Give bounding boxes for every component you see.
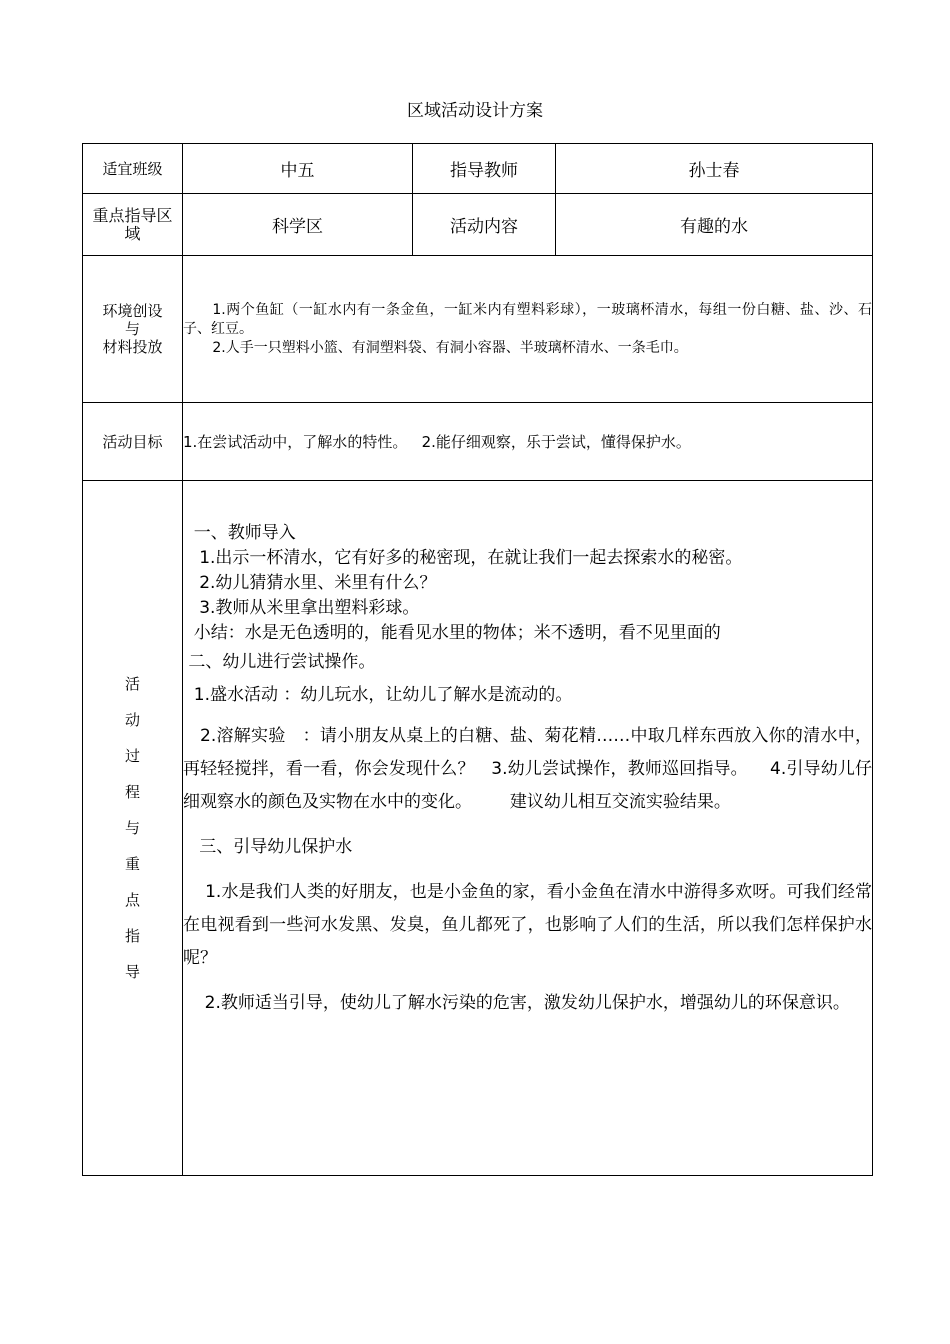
label-process-char: 程 bbox=[124, 783, 140, 801]
process-line: 1.出示一杯清水，它有好多的秘密现，在就让我们一起去探索水的秘密。 bbox=[183, 548, 743, 568]
process-heading: 二、幼儿进行尝试操作。 bbox=[183, 652, 376, 672]
environment-materials bbox=[183, 256, 873, 403]
label-goals: 活动目标 bbox=[83, 403, 183, 481]
plan-table bbox=[82, 143, 873, 1176]
label-process-char: 活 bbox=[124, 675, 140, 693]
label-process-char: 动 bbox=[124, 711, 140, 729]
label-process-char: 点 bbox=[124, 891, 140, 909]
label-process-char: 指 bbox=[124, 927, 140, 945]
table-row-area bbox=[83, 194, 873, 256]
process-content bbox=[183, 481, 873, 1176]
table-row-process bbox=[83, 481, 873, 1176]
material-item: 1.两个鱼缸（一缸水内有一条金鱼，一缸米内有塑料彩球），一玻璃杯清水，每组一份白糖、盐、沙、石子、红豆。 bbox=[183, 301, 872, 337]
label-environment bbox=[83, 256, 183, 403]
table-row-class bbox=[83, 144, 873, 194]
label-process bbox=[83, 481, 183, 1176]
label-content: 活动内容 bbox=[413, 194, 556, 256]
process-paragraph: 2.教师适当引导，使幼儿了解水污染的危害，激发幼儿保护水，增强幼儿的环保意识。 bbox=[183, 993, 850, 1013]
value-class: 中五 bbox=[183, 144, 413, 194]
value-teacher: 孙士春 bbox=[556, 144, 873, 194]
process-summary: 小结：水是无色透明的，能看见水里的物体；米不透明，看不见里面的 bbox=[183, 623, 721, 643]
process-paragraph: 2.溶解实验 ：请小朋友从桌上的白糖、盐、菊花精……中取几样东西放入你的清水中，再轻轻搅拌，看一看，你会发现什么？ 3.幼儿尝试操作，教师巡回指导。 4.引导幼儿仔细观察水的颜色及实物在水中的变化。 建议幼儿相互交流实验结果。 bbox=[183, 726, 872, 812]
label-environment-line: 环境创设 bbox=[102, 302, 163, 320]
process-line: 2.幼儿猜猜水里、米里有什么？ bbox=[183, 573, 437, 593]
document-title: 区域活动设计方案 bbox=[407, 101, 543, 121]
label-process-char: 导 bbox=[124, 963, 140, 981]
label-process-char: 过 bbox=[124, 747, 140, 765]
label-area: 重点指导区域 bbox=[83, 194, 183, 256]
label-process-char: 重 bbox=[124, 855, 140, 873]
label-class: 适宜班级 bbox=[83, 144, 183, 194]
material-item: 2.人手一只塑料小篮、有洞塑料袋、有洞小容器、半玻璃杯清水、一条毛巾。 bbox=[212, 339, 688, 356]
label-teacher: 指导教师 bbox=[413, 144, 556, 194]
process-paragraph: 1.水是我们人类的好朋友，也是小金鱼的家，看小金鱼在清水中游得多欢呀。可我们经常在电视看到一些河水发黑、发臭，鱼儿都死了，也影响了人们的生活，所以我们怎样保护水呢？ bbox=[183, 882, 872, 968]
process-heading: 一、教师导入 bbox=[183, 523, 296, 543]
label-environment-line: 材料投放 bbox=[102, 338, 163, 356]
value-content: 有趣的水 bbox=[556, 194, 873, 256]
value-area: 科学区 bbox=[183, 194, 413, 256]
process-heading: 三、引导幼儿保护水 bbox=[183, 837, 353, 857]
label-process-char: 与 bbox=[124, 819, 140, 837]
label-environment-line: 与 bbox=[124, 320, 140, 338]
process-line: 1.盛水活动 ：幼儿玩水，让幼儿了解水是流动的。 bbox=[183, 685, 573, 705]
table-row-environment bbox=[83, 256, 873, 403]
table-row-goals bbox=[83, 403, 873, 481]
goals-text: 1.在尝试活动中，了解水的特性。 2.能仔细观察，乐于尝试，懂得保护水。 bbox=[183, 403, 873, 481]
process-line: 3.教师从米里拿出塑料彩球。 bbox=[183, 598, 420, 618]
